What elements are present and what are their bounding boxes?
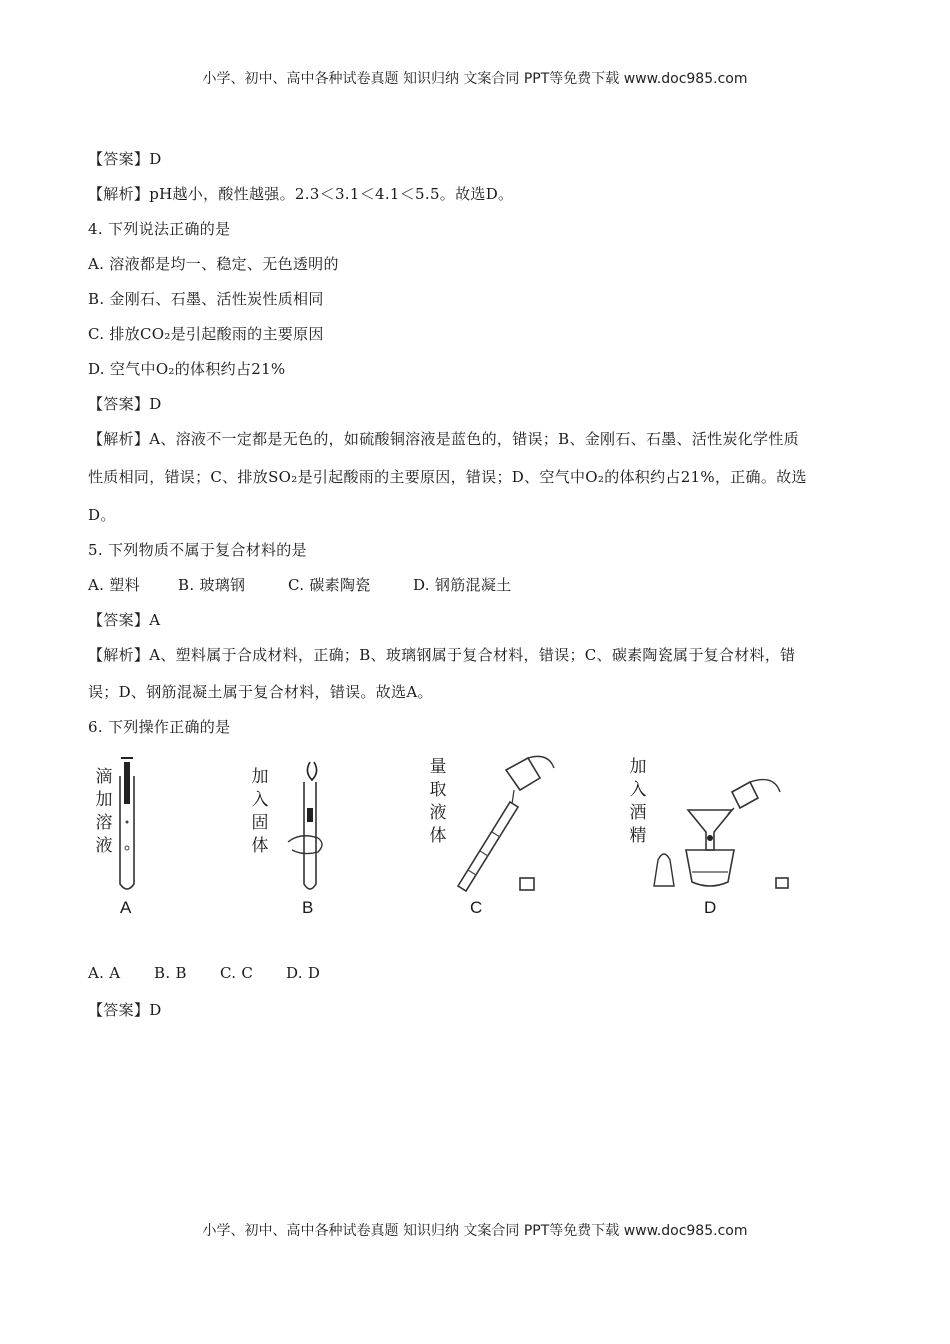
figure-d [624, 752, 824, 922]
figure-d-letter: D [704, 898, 717, 917]
q4-option-d: D. 空气中O₂的体积约占21% [88, 360, 286, 378]
q5-option-b: B. 玻璃钢 [178, 576, 246, 594]
q6-option-b: B. B [154, 964, 187, 982]
q5-option-a: A. 塑料 [88, 576, 140, 594]
figure-b-letter: B [302, 898, 314, 917]
figure-d-caption: 加入酒精 [629, 757, 647, 846]
q6-option-d: D. D [286, 964, 321, 982]
q4-analysis-line: D。 [88, 506, 116, 524]
q6-option-a: A. A [88, 964, 121, 982]
figure-c-letter: C [470, 898, 483, 917]
q4-option-a: A. 溶液都是均一、稳定、无色透明的 [88, 255, 339, 273]
q4-analysis-line: 【解析】A、溶液不一定都是无色的，如硫酸铜溶液是蓝色的，错误；B、金刚石、石墨、活性炭化学性质 [88, 430, 799, 448]
q4-stem: 4. 下列说法正确的是 [88, 220, 231, 238]
figure-c [428, 752, 568, 922]
q3-answer: 【答案】D [88, 150, 162, 168]
figure-b-caption: 加入固体 [251, 767, 269, 856]
figure-b [248, 752, 368, 922]
q5-stem: 5. 下列物质不属于复合材料的是 [88, 541, 307, 559]
figure-a [88, 752, 198, 922]
q6-figures [88, 752, 878, 922]
page-header: 小学、初中、高中各种试卷真题 知识归纳 文案合同 PPT等免费下载 www.doc985.com [202, 71, 748, 87]
q5-analysis-line: 【解析】A、塑料属于合成材料，正确；B、玻璃钢属于复合材料，错误；C、碳素陶瓷属于复合材料，错 [88, 646, 796, 664]
q4-answer: 【答案】D [88, 395, 162, 413]
q4-option-c: C. 排放CO₂是引起酸雨的主要原因 [88, 325, 324, 343]
q5-analysis-line: 误；D、钢筋混凝土属于复合材料，错误。故选A。 [88, 683, 433, 701]
q5-option-c: C. 碳素陶瓷 [288, 576, 371, 594]
q5-options [88, 574, 511, 595]
q6-options [88, 964, 320, 982]
q6-answer: 【答案】D [88, 1001, 162, 1019]
figure-c-cylinder-drawing [428, 752, 568, 902]
figure-c-caption: 量取液体 [429, 757, 447, 846]
page-footer: 小学、初中、高中各种试卷真题 知识归纳 文案合同 PPT等免费下载 www.doc985.com [202, 1223, 748, 1239]
figure-a-letter: A [120, 898, 132, 917]
q6-stem: 6. 下列操作正确的是 [88, 718, 231, 736]
q5-answer: 【答案】A [88, 611, 161, 629]
q5-option-d: D. 钢筋混凝土 [413, 576, 512, 594]
q6-option-c: C. C [220, 964, 254, 982]
figure-a-caption: 滴加溶液 [95, 767, 113, 856]
q3-analysis: 【解析】pH越小，酸性越强。2.3＜3.1＜4.1＜5.5。故选D。 [88, 185, 514, 203]
q4-option-b: B. 金刚石、石墨、活性炭性质相同 [88, 290, 324, 308]
q4-analysis-line: 性质相同，错误；C、排放SO₂是引起酸雨的主要原因，错误；D、空气中O₂的体积约占21%，正确。故选 [88, 468, 807, 486]
figure-d-funnel-lamp-drawing [624, 752, 824, 902]
